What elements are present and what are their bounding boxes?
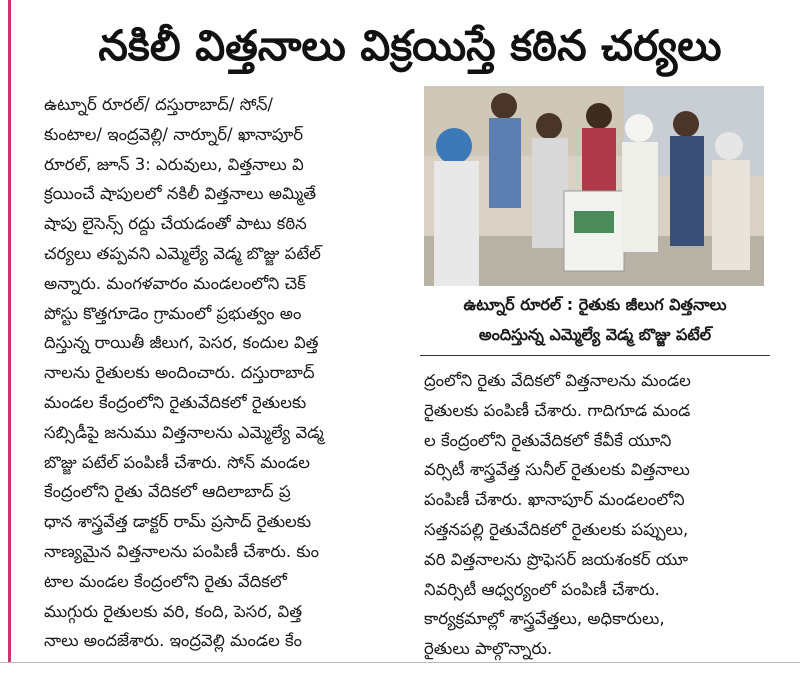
body-line: నాలు అందజేశారు. ఇంద్రవెల్లి మండల కేం (44, 631, 303, 651)
news-photo (424, 86, 764, 286)
body-line: కేంద్రంలోని రైతు వేదికలో ఆదిలాబాద్ ప్ర (44, 482, 291, 502)
body-line: మండల కేంద్రంలోని రైతువేదికలో రైతులకు (44, 392, 307, 412)
body-line: వర్సిటీ శాస్త్రవేత్త సునీల్ రైతులకు విత్తనాలు (424, 460, 690, 480)
body-line: పంపిణీ చేశారు. ఖానాపూర్ మండలంలోని (424, 490, 685, 510)
body-line: ముగ్గురు రైతులకు వరి, కంది, పెసర, విత్త (44, 601, 303, 621)
caption-line: ఉట్నూర్ రూరల్ : రైతుకు జీలుగ విత్తనాలు (463, 295, 727, 314)
body-line: అన్నారు. మంగళవారం మండలంలోని చెక్ (44, 273, 306, 293)
body-line: రైతులు పాల్గొన్నారు. (424, 639, 553, 659)
left-margin-rule (8, 0, 11, 662)
article-right-column (424, 366, 774, 664)
body-line: ధాన శాస్త్రవేత్త డాక్టర్ రామ్ ప్రసాద్ రైతులకు (44, 512, 312, 532)
body-line: రూరల్, జూన్ 3: ఎరువులు, విత్తనాలు వి (44, 154, 304, 174)
body-line: షాపు లైసెన్స్ రద్దు చేయడంతో పాటు కఠిన (44, 214, 307, 234)
body-line: పోస్టు కొత్తగూడెం గ్రామంలో ప్రభుత్వం అం (44, 303, 302, 323)
body-line: సత్తనపల్లి రైతువేదికలో రైతులకు పప్పులు, (424, 519, 689, 539)
article-left-column (44, 90, 404, 656)
body-line: బొజ్జు పటేల్ పంపిణీ చేశారు. సోన్ మండల (44, 452, 310, 472)
news-photo-illustration (424, 86, 764, 286)
body-line: కార్యక్రమాల్లో శాస్త్రవేత్తలు, అధికారులు, (424, 609, 665, 629)
body-line: ద్రంలోని రైతు వేదికలో విత్తనాలను మండల (424, 371, 691, 390)
body-line: దిస్తున్న రాయితీ జీలుగ, పెసర, కందుల విత్త (44, 333, 319, 353)
body-line: ల కేంద్రంలోని రైతువేదికలో కేవీకే యూని (424, 430, 672, 450)
body-line: చర్యలు తప్పవని ఎమ్మెల్యే వెడ్మ బొజ్జు పటేల్ (44, 243, 321, 263)
article-headline: నకిలీ విత్తనాలు విక్రయిస్తే కఠిన చర్యలు (98, 21, 722, 70)
body-line: టాల మండల కేంద్రంలోని రైతు వేదికలో (44, 571, 287, 591)
body-line: నివర్సిటీ ఆధ్వర్యంలో పంపిణీ చేశారు. (424, 579, 660, 599)
body-line: ఉట్నూర్ రూరల్/ దస్తురాబాద్/ సోన్/ (44, 95, 273, 114)
body-line: క్రయించే షాపులలో నకిలీ విత్తనాలు అమ్మితే (44, 184, 317, 204)
body-line: వరి విత్తనాలను ప్రొఫెసర్ జయశంకర్ యూ (424, 549, 689, 569)
photo-caption (420, 290, 770, 350)
body-line: నాలను రైతులకు అందించారు. దస్తురాబాద్ (44, 363, 315, 383)
caption-divider (420, 355, 770, 356)
bottom-divider (0, 662, 800, 663)
body-line: కుంటాల/ ఇంద్రవెల్లి/ నార్నూర్/ ఖానాపూర్ (44, 124, 304, 144)
body-line: నాణ్యమైన విత్తనాలను పంపిణీ చేశారు. కుం (44, 541, 320, 561)
caption-line: అందిస్తున్న ఎమ్మెల్యే వెడ్మ బొజ్జు పటేల్ (478, 325, 712, 344)
body-line: సబ్సిడీపై జనుము విత్తనాలను ఎమ్మెల్యే వెడ్మ (44, 422, 324, 442)
body-line: రైతులకు పంపిణీ చేశారు. గాదిగూడ మండ (424, 400, 691, 420)
